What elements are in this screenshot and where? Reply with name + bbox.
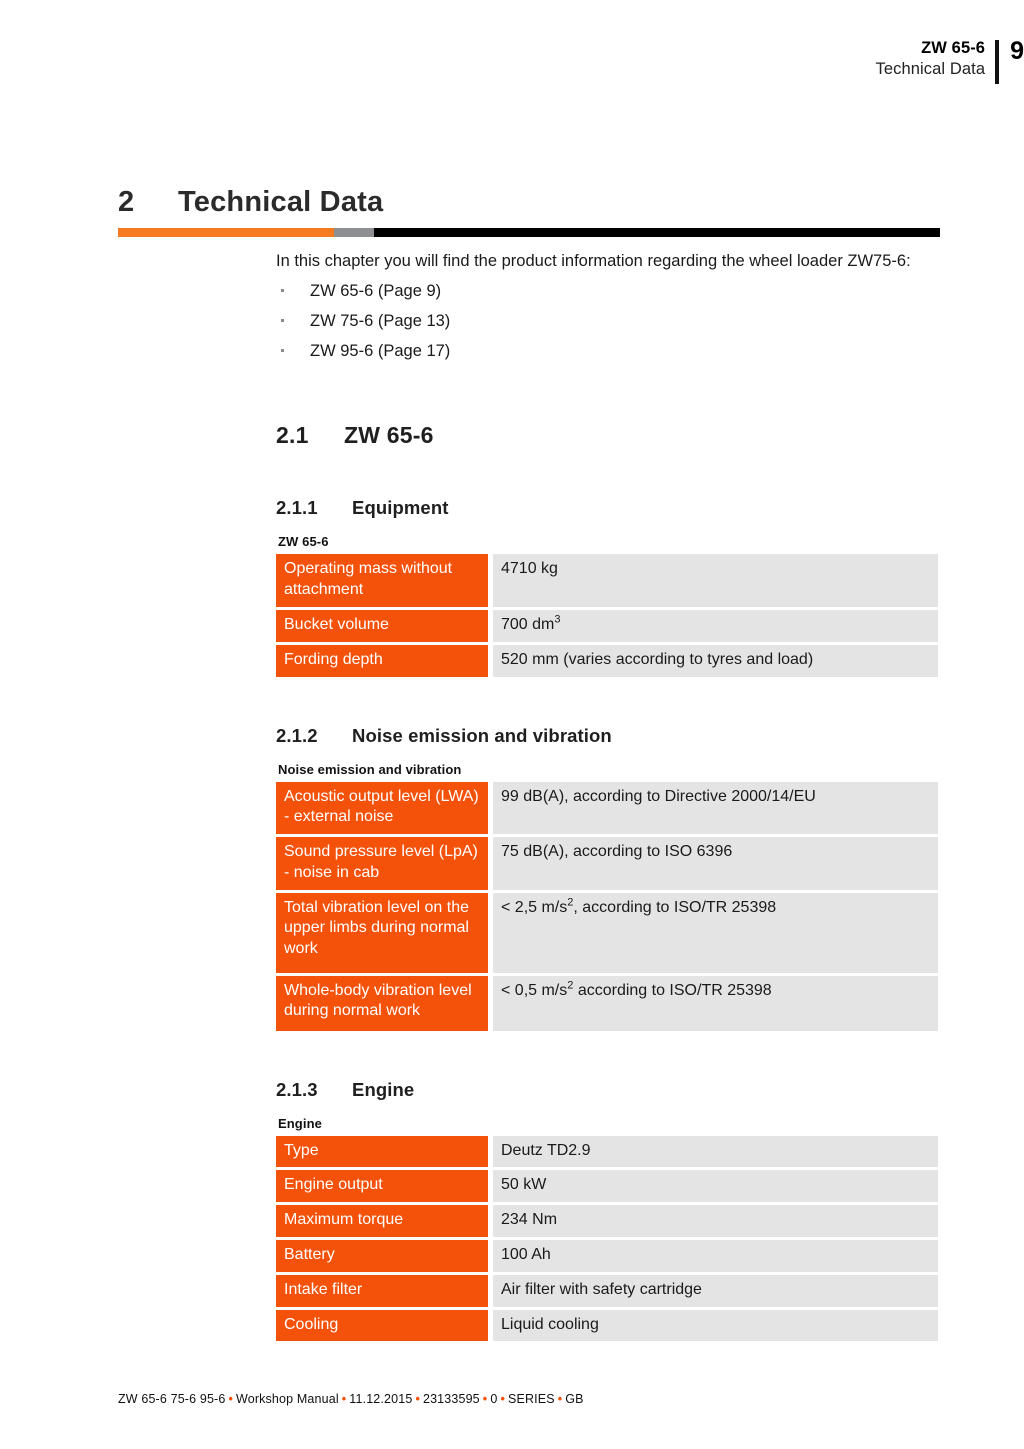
footer-separator-icon: • xyxy=(341,1392,347,1406)
spec-key: Total vibration level on the upper limbs during normal work xyxy=(276,893,493,976)
spec-key: Bucket volume xyxy=(276,610,493,645)
list-item[interactable]: ZW 65-6 (Page 9) xyxy=(276,276,940,306)
list-item[interactable]: ZW 95-6 (Page 17) xyxy=(276,336,940,366)
spec-value xyxy=(493,893,938,976)
spec-value: Air filter with safety cartridge xyxy=(493,1275,938,1310)
spec-key: Intake filter xyxy=(276,1275,493,1310)
table-row xyxy=(276,1240,938,1275)
spec-key: Engine output xyxy=(276,1170,493,1205)
footer-separator-icon: • xyxy=(482,1392,488,1406)
footer-separator-icon: • xyxy=(557,1392,563,1406)
footer-part: SERIES xyxy=(507,1392,555,1406)
spec-value: 100 Ah xyxy=(493,1240,938,1275)
footer-separator-icon: • xyxy=(500,1392,505,1406)
spec-value: 50 kW xyxy=(493,1170,938,1205)
table-caption-engine: Engine xyxy=(278,1115,322,1131)
table-row xyxy=(276,893,938,976)
footer-part: Workshop Manual xyxy=(236,1392,339,1406)
footer-part: 23133595 xyxy=(422,1392,480,1406)
table-row xyxy=(276,645,938,677)
spec-key: Whole-body vibration level during normal work xyxy=(276,976,493,1031)
spec-key: Operating mass without attachment xyxy=(276,554,493,610)
table-row xyxy=(276,1136,938,1171)
noise-spec-table xyxy=(276,782,938,1031)
subsection-number: 2.1.1 xyxy=(276,497,318,519)
spec-value-text: 700 dm xyxy=(501,615,555,633)
spec-value: Deutz TD2.9 xyxy=(493,1136,938,1171)
footer-separator-icon: • xyxy=(415,1392,420,1406)
subsection-heading-noise xyxy=(276,725,940,747)
spec-key: Battery xyxy=(276,1240,493,1275)
page-footer xyxy=(118,1392,584,1406)
spec-key: Sound pressure level (LpA) - noise in cab xyxy=(276,837,493,893)
spec-key: Cooling xyxy=(276,1310,493,1342)
table-caption-equipment: ZW 65-6 xyxy=(278,534,329,550)
page-header xyxy=(504,38,1024,94)
table-row xyxy=(276,554,938,610)
spec-key: Maximum torque xyxy=(276,1205,493,1240)
chapter-title: Technical Data xyxy=(178,186,384,218)
chapter-accent-bar xyxy=(118,228,940,237)
chapter-number: 2 xyxy=(118,186,135,218)
table-row xyxy=(276,837,938,893)
chapter-model-list xyxy=(276,276,940,366)
footer-part: GB xyxy=(565,1392,584,1406)
page-number: 9 xyxy=(1010,37,1024,65)
list-item[interactable]: ZW 75-6 (Page 13) xyxy=(276,306,940,336)
header-text-block xyxy=(875,38,995,79)
table-row xyxy=(276,1205,938,1240)
content-column xyxy=(276,250,940,1341)
subsection-heading-engine xyxy=(276,1079,940,1101)
header-section: Technical Data xyxy=(875,59,986,78)
subsection-number: 2.1.3 xyxy=(276,1078,318,1100)
table-row xyxy=(276,782,938,838)
engine-spec-table xyxy=(276,1136,938,1342)
spec-value-superscript: 3 xyxy=(554,613,561,626)
section-heading-2-1 xyxy=(276,422,940,449)
spec-value: 520 mm (varies according to tyres and load) xyxy=(493,645,938,677)
accent-bar-gray-segment xyxy=(334,228,374,237)
equipment-spec-table xyxy=(276,554,938,676)
spec-value: 75 dB(A), according to ISO 6396 xyxy=(493,837,938,893)
footer-part: 0 xyxy=(490,1392,498,1406)
section-number: 2.1 xyxy=(276,422,309,449)
spec-value-tail: , according to ISO/TR 25398 xyxy=(573,898,777,916)
footer-separator-icon: • xyxy=(228,1392,233,1406)
spec-value-tail: according to ISO/TR 25398 xyxy=(573,981,772,999)
footer-part: 11.12.2015 xyxy=(349,1392,413,1406)
spec-value xyxy=(493,610,938,645)
accent-bar-orange-segment xyxy=(118,228,334,237)
footer-part: ZW 65-6 75-6 95-6 xyxy=(118,1392,226,1406)
table-row xyxy=(276,1275,938,1310)
header-product: ZW 65-6 xyxy=(921,39,986,57)
subsection-heading-equipment xyxy=(276,497,940,519)
subsection-title: Noise emission and vibration xyxy=(352,724,612,746)
chapter-heading-row xyxy=(118,186,940,219)
spec-value xyxy=(493,976,938,1031)
subsection-title: Engine xyxy=(352,1078,415,1100)
chapter-intro-paragraph: In this chapter you will find the product information regarding the wheel loader ZW75-6: xyxy=(276,252,911,270)
spec-key: Type xyxy=(276,1136,493,1171)
subsection-number: 2.1.2 xyxy=(276,724,318,746)
accent-bar-black-segment xyxy=(374,228,940,237)
spec-value-superscript: 2 xyxy=(567,896,574,909)
table-row xyxy=(276,1170,938,1205)
spec-value: Liquid cooling xyxy=(493,1310,938,1342)
spec-value-text: < 0,5 m/s xyxy=(501,981,568,999)
table-row xyxy=(276,1310,938,1342)
table-row xyxy=(276,976,938,1031)
spec-value: 234 Nm xyxy=(493,1205,938,1240)
spec-key: Acoustic output level (LWA) - external noise xyxy=(276,782,493,838)
spec-value-text: < 2,5 m/s xyxy=(501,898,568,916)
subsection-title: Equipment xyxy=(352,497,449,519)
table-row xyxy=(276,610,938,645)
spec-value: 4710 kg xyxy=(493,554,938,610)
table-caption-noise: Noise emission and vibration xyxy=(278,761,462,777)
spec-value: 99 dB(A), according to Directive 2000/14/EU xyxy=(493,782,938,838)
chapter-heading xyxy=(118,186,940,237)
spec-key: Fording depth xyxy=(276,645,493,677)
spec-value-superscript: 2 xyxy=(567,979,574,992)
section-title: ZW 65-6 xyxy=(344,422,434,449)
